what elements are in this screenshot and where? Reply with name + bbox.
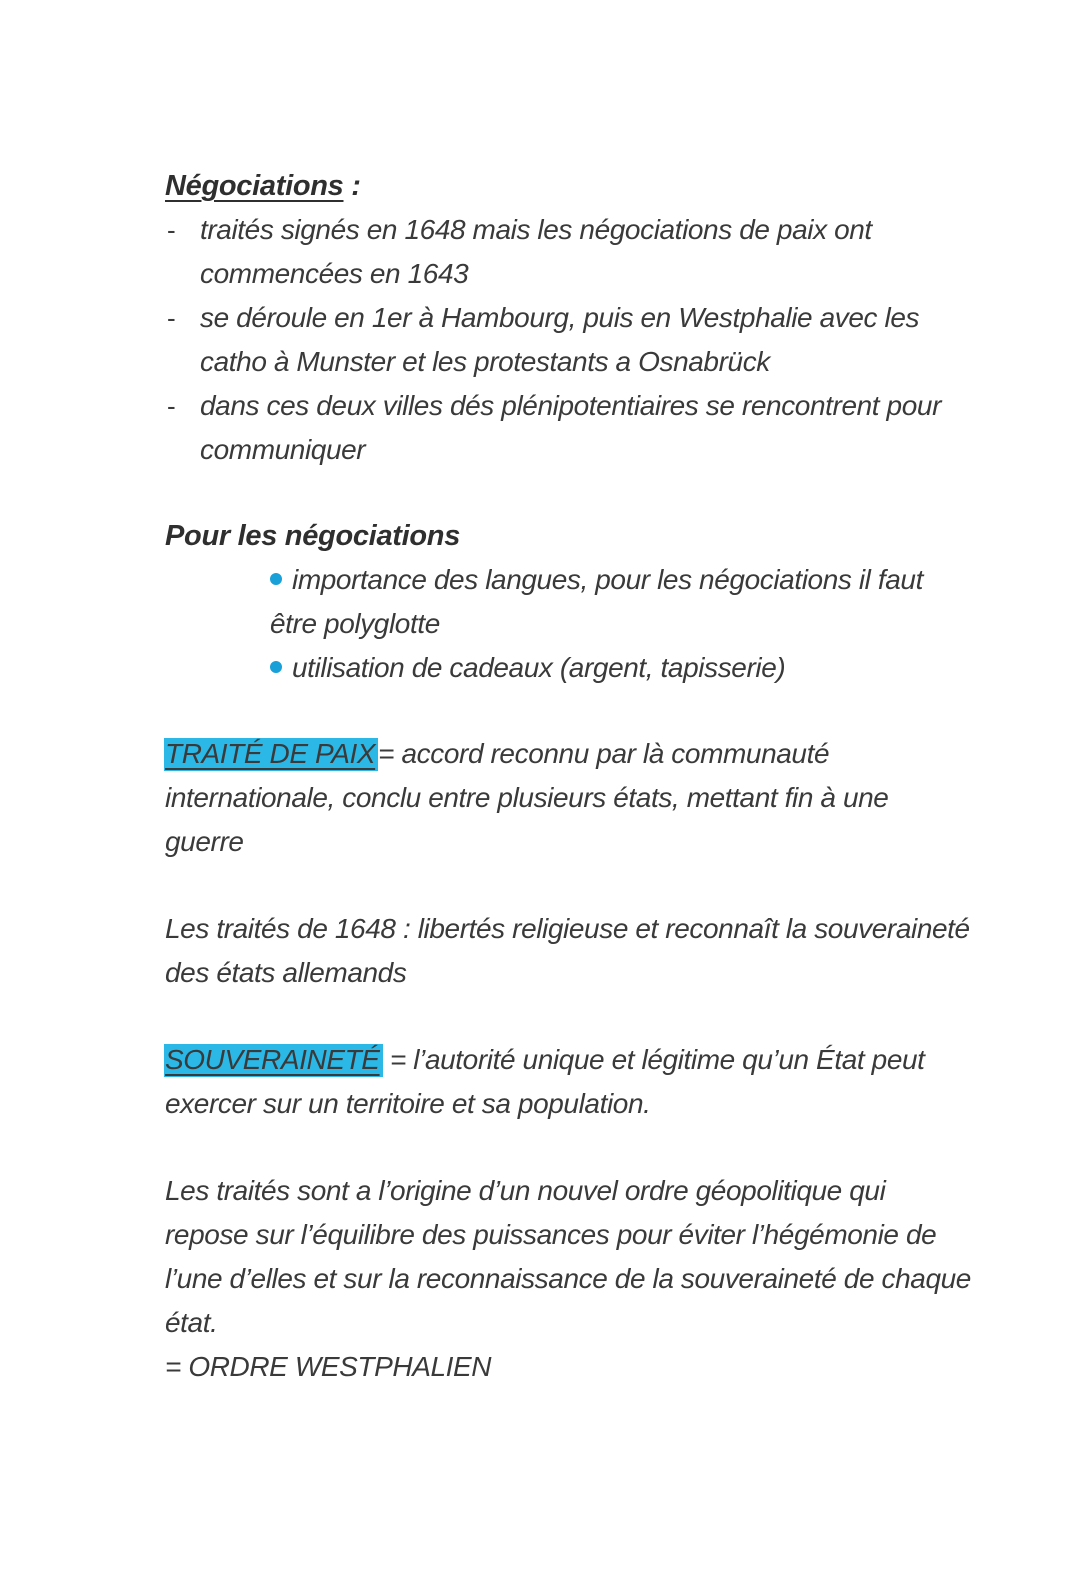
bullet-dot-icon xyxy=(270,573,282,585)
definition-souverainete-text-1: = l’autorité unique et légitime qu’un État peut xyxy=(382,1044,925,1075)
negociations-item-3-line-1: dans ces deux villes dés plénipotentiaires se rencontrent pour xyxy=(200,390,941,421)
dash-marker: - xyxy=(167,391,176,421)
ordre-line-3: l’une d’elles et sur la reconnaissance de la souveraineté de chaque xyxy=(165,1263,971,1294)
highlighted-term-souverainete: SOUVERAINETÉ xyxy=(164,1044,383,1077)
negociations-item-1-line-2: commencées en 1643 xyxy=(200,258,469,289)
heading-negociations-colon: : xyxy=(343,170,361,202)
highlighted-term-traite: TRAITÉ DE PAIX xyxy=(164,738,378,771)
ordre-line-4: état. xyxy=(165,1307,218,1338)
definition-traite-line-3: guerre xyxy=(165,826,244,857)
definition-traite-line-2: internationale, conclu entre plusieurs états, mettant fin à une xyxy=(165,782,889,813)
dash-marker: - xyxy=(167,215,176,245)
ordre-line-5: = ORDRE WESTPHALIEN xyxy=(165,1351,492,1382)
ordre-line-2: repose sur l’équilibre des puissances pour éviter l’hégémonie de xyxy=(165,1219,937,1250)
bullet-item-1-text: importance des langues, pour les négociations il faut xyxy=(292,564,923,595)
negociations-item-3-line-2: communiquer xyxy=(200,434,366,465)
heading-negociations xyxy=(165,164,361,208)
traites-1648-line-2: des états allemands xyxy=(165,957,407,988)
definition-traite-text-1: = accord reconnu par là communauté xyxy=(378,738,830,769)
traites-1648-line-1: Les traités de 1648 : libertés religieuse et reconnaît la souveraineté xyxy=(165,913,970,944)
bullet-item-2-line-1 xyxy=(270,646,785,690)
negociations-item-1-line-1: traités signés en 1648 mais les négociations de paix ont xyxy=(200,214,872,245)
bullet-dot-icon xyxy=(270,661,282,673)
ordre-line-1: Les traités sont a l’origine d’un nouvel ordre géopolitique qui xyxy=(165,1175,886,1206)
heading-negociations-title: Négociations xyxy=(165,170,344,202)
dash-marker: - xyxy=(167,303,176,333)
negociations-item-2-line-2: catho à Munster et les protestants a Osnabrück xyxy=(200,346,770,377)
bullet-item-1-line-1 xyxy=(270,558,923,602)
definition-souverainete-line-1 xyxy=(164,1038,925,1082)
heading-pour-negociations: Pour les négociations xyxy=(165,520,461,552)
definition-souverainete-line-2: exercer sur un territoire et sa population. xyxy=(165,1088,651,1119)
bullet-item-2-text: utilisation de cadeaux (argent, tapisserie) xyxy=(292,652,786,683)
negociations-item-2-line-1: se déroule en 1er à Hambourg, puis en Westphalie avec les xyxy=(200,302,920,333)
bullet-item-1-line-2: être polyglotte xyxy=(270,608,440,639)
definition-traite-line-1 xyxy=(164,732,829,776)
